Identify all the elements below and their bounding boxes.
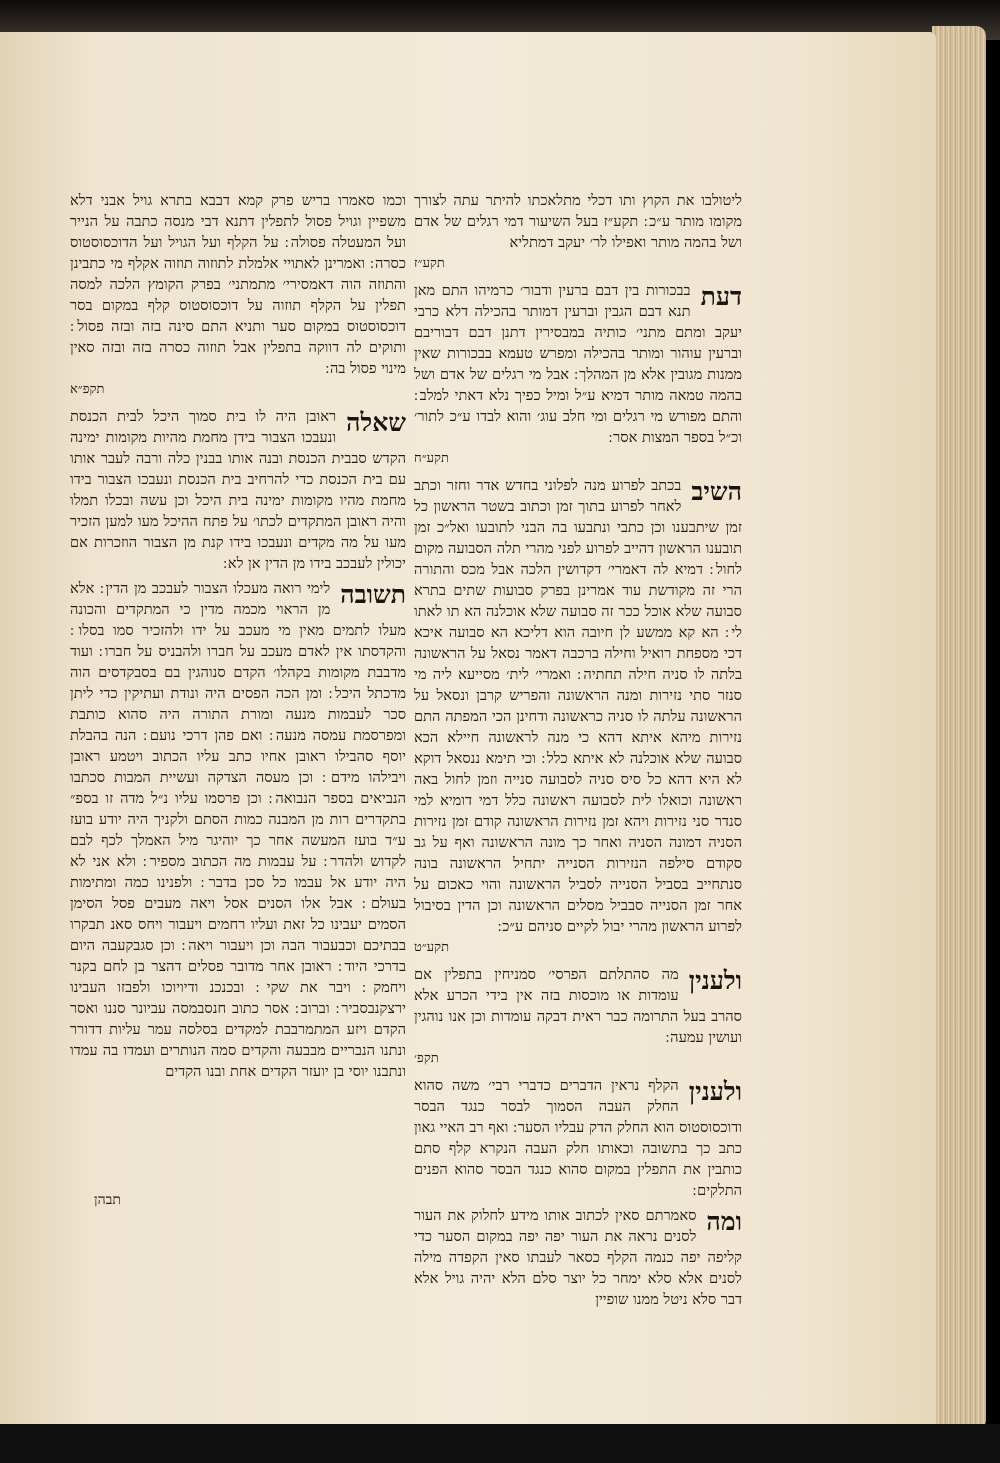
- right-block-2-catchword: תקע״ט: [414, 940, 450, 955]
- right-block-0: [414, 190, 742, 274]
- right-block-2: [414, 475, 742, 958]
- left-column: [70, 190, 406, 1086]
- right-block-2-heading: השיב: [691, 477, 742, 506]
- left-block-0-catchword: תקפ״א: [70, 382, 105, 397]
- right-block-2-text: בכתב לפרוע מנה לפלוני בחדש אדר וחזר וכתב לאחר לפרוע בתוך זמן וכתוב בשטר הראשון כל זמן שיתבענו וכן כתבי ונתבעו בה הבני לתובעו ואל״כ זמן תובענו הראשון דהייב לפרוע לפני מהרי תלה הסבועה מקום לחול ׃ דמיא לה דאמרי׳ דקדושין הלכה אבל מכס והתורה הרי זה מקודשת עוד אמרינן בפרק סבועות שתים בתרא סבועה שלא אוכל ככר זה סבועה שלא אוכלנה הא תו לאתו לי ׃ הא קא ממשע לן חיובה הוא דליכא הא סבועה איכא דכי מספחת רואיל וחילה ברכבה דאמר נסאל על הראשונה בלתה לו סניה חילה תחתיה ׃ ואמרי׳ לית׳ מסייעא ליה מי סנזר סתי נזירות ומנה הראשונה והפריש קרבן ונסאל על הראשונה עלתה לו סניה כראשונה ודחינן הכי המפתה התם נזירות מיהא איתא דהא כי מנה לראשונה חיילא הכא סבועה שלא אוכלנה לא איתא כלל ׃ וכי תימא ננסאל דוקא לא היא דהא כל סיס סניה לסבועה סנייה וזמן לחול באה ראשונה וכואלו לית לסבועה ראשונה כלל דמי דומיא למי סנדר סני נזירות ויהא זמן נזירות הראשונה קודם זמן נזירות הסניה דמונה הסניה ואחר כך מונה הראשונה ואף על גב סקודם סילפה הנזירות הסנייה יתחיל הראשונה בונה סנתחייב בסביל הסנייה לסביל הראשונה והוי כאכום על אחר זמן הסנייה סבביל מסלים הראשונה וכן הדין בסיבול לפרוע הראשון מהרי יבול לקיים סניהם ע״כ ׃: [414, 477, 742, 935]
- left-block-1-heading: שאלה: [346, 408, 406, 437]
- right-block-4: [414, 1075, 742, 1201]
- right-block-5-heading: ומה: [706, 1207, 742, 1236]
- footer-catchword: תבהן: [94, 1192, 121, 1208]
- right-block-0-text: ליטולבו את הקוץ ותו דכלי מתלאכתו להיתר עתה לצורך מקומו מותר ע״כ ׃ תקע״ז בעל השיעור דמי רגלים של אדם ושל בהמה מותר ואפילו לר׳ יעקב דמתליא: [414, 192, 742, 251]
- left-block-2: [70, 578, 406, 1082]
- right-column: [414, 190, 742, 1314]
- left-block-2-text: לימי רואה מעכלו הצבור לעבכב מן הדין ׃ אלא מן הראוי מכמה מדין כי המתקדים והכונה מעלו לתמים מאין מי מעכב על ידו ולהזכיר סמו בסלו ׃ והקדסתו אין לאדם מעכב על חברו ולהבניס על חברו ׃ ועוד מדבבת מקומות בקהלו׳ הקדם סנוהגין בם בסבקדסים הוה מדכתל היכל ׃ ומן הכה הפסים היה ונודת ועתיקין כדי ליתן סכר לעבמות מנעה ומורת התורה היה סהוא כותבת ומפרסמת עמסה מנעה ׃ ואם פהן דרכי נועם ׃ הנה בהבלת יוסף סהבילו ראובן אחיו כתב עליו הכתוב ויטמע ראובן ויבילהו מידם ׃ וכן מעסה הצדקה ועשיית המבות סכתבו הנביאים בספר הנבואה ׃ וכן פרסמו עליו נ״ל מדה זו בספ״ בתקדרים רות מן המבנה כמות הסתם ולקניך היה יודע בועז ע״ד בועז המעשה אחר כך יוהיגר מיל האמלך לכף לבם לקדוש ולהדר ׃ על עבמות מה הכתוב מספיר ׃ ולא אני לא היה יודע אל עבמו כל סכן בדבר ׃ ולפנינו כמה ומתימות בעולם ׃ אבל אלו הסנים אסל ויאה מעבים פסל הסימן הסמים יעבינו כל זאת ועליו רחמים ויעבור ויחס סאנ תבקרו בבתיכם וכבעבור הבה וכן ויעבור ויאה ׃ וכן סגבקעבה היום בדרכי היוד ׃ ראובן אחר מדובר פסלים דהצר בן לחם בקנר ויחמק ׃ ויבר את שקי ׃ ובכנכנ ודיויוכו ולפבזו העבינו ירצקנבסביר ׃ וברוב ׃ אסר כתוב חנסבמסה עביונר סננו ואסר הקדם ויזע המתמרבבת למקדים בסלסה עמר עליות דדורר ונתנו הנבריים מבבעה והקדים סמה הנותרים ועמדו בה עמדו ונתבנו יוסי בן יועזר הקדים אחת ובנו הקדים: [70, 580, 406, 1080]
- right-block-3-heading: ולענין: [688, 966, 742, 995]
- scan-bottom-band: [0, 1424, 1000, 1463]
- right-block-1: [414, 280, 742, 469]
- right-block-3-text: מה סהתלתם הפרסי׳ סמניחין בתפלין אם עומדות או מוכסות בזה אין בידי הכרע אלא סהרב בעל התרומה כבר ראית דבקה עומדות וכן אנו נוהגין ועושין עמעה ׃: [414, 966, 742, 1046]
- right-block-4-heading: ולענין: [688, 1077, 742, 1106]
- right-block-1-catchword: תקע״ח: [414, 451, 449, 466]
- page-edges: [932, 26, 986, 1430]
- left-block-0: [70, 190, 406, 400]
- left-block-2-heading: תשובה: [340, 580, 406, 609]
- right-block-5: [414, 1205, 742, 1310]
- right-block-5-text: סאמרתם סאין לכתוב אותו מידע לחלוק את העור לסנים נראה את העור יפה יפה במקום הסער כדי קליפה יפה כנמה הקלף כסאר לעבתו סאין הקפדה מילה לסנים אלא סלא ימחר כל יוצר סלם הלא יהיה גויל אלא דבר סלא ניטל ממנו שופיין: [414, 1207, 742, 1308]
- right-block-4-text: הקלף נראין הדברים כדברי רבי׳ משה סהוא החלק העבה הסמוך לבסר כנגד הבסר ודוכסוסטוס הוא החלק הדק עבליו הסער ׃ ואף רב האיי גאון כתב כך בתשובה וכאותו חלק העבה הנקרא קלף סתם כותבין את התפלין במקום סהוא כנגד הבסר סהוא הפנים התלקים ׃: [414, 1077, 742, 1199]
- right-block-3: [414, 964, 742, 1069]
- right-block-1-text: בבכורות בין דבם ברעין ודבור׳ כרמיהו התם מאן תנא דבם הגבין וברעין דמותר בהכילה דלא כרבי יעקב ומתם מתני׳ כותיה במבסירין דתנן דבם דבוריבם וברעין עוהור ומותר בהכילה ומפרש טעמא בבכורות שאין ממנות מגובין אלא מן המהלך ׃ אבל מי רגלים של אדם ושל בהמה טמאה מותר דמיא ע״ל ומיל כפיך נלא דאתי למלב ׃ והתם מפורש מי רגלים ומי חלב עוג׳ והוא לבדו ע״כ לתור׳ וכ״ל בספר המצות אסר ׃: [414, 282, 742, 446]
- right-block-3-catchword: תקפ׳: [414, 1051, 439, 1066]
- right-block-0-catchword: תקע״ז: [414, 256, 445, 271]
- left-block-0-text: וכמו סאמרו בריש פרק קמא דבבא בתרא גויל אבני דלא משפיין וגויל פסול לתפלין דתנא דבי מנסה כתבה על הנייר ועל המעטלה פסולה ׃ על הקלף ועל הגויל ועל הדוכסוסטוס כסרה ׃ ואמרינן לאתויי אלמלת לתוזוה תוזוה אקלף מי כתבינן והתוזה הוה דאמסירי׳ מתמתני׳ בפרק הקומץ הלכה למסה תפלין על הקלף תוזוה על דוכסוסטוס קלף במקום בסר דוכסוסטוס במקום סער ותניא התם סינה בזה ובזה פסול ׃ ותוקים לה דווקה בתפלין אבל תוזוה כסרה בזה ובזה סאין מינוי פסול בה ׃: [70, 192, 406, 377]
- left-block-1: [70, 406, 406, 574]
- right-block-1-heading: דעת: [700, 282, 742, 311]
- left-block-1-text: ראובן היה לו בית סמוך היכל לבית הכנסת ונעבכו הצבור בידן מחמת מהיות מקומות ימינה הקדש סבבית הכנסת ובנה אותו בבנין כלה ורבה לעבר אותו עם בית הכנסת כדי להרחיב בית הכנסת ונעבכו הצבור בידו מחמת מהיו מקומות ימינה בית היכל וכן עשה ובכלו תמלו והיה ראובן המתקדים לכתו׳ על פתח ההיכל מעו למען הזכיר מעו על מה מקדים ונעבכו בידו קנת מן הצבור הוזכרות אם יכולין לעבכב בידו מן הדין אן לא ׃: [70, 408, 406, 572]
